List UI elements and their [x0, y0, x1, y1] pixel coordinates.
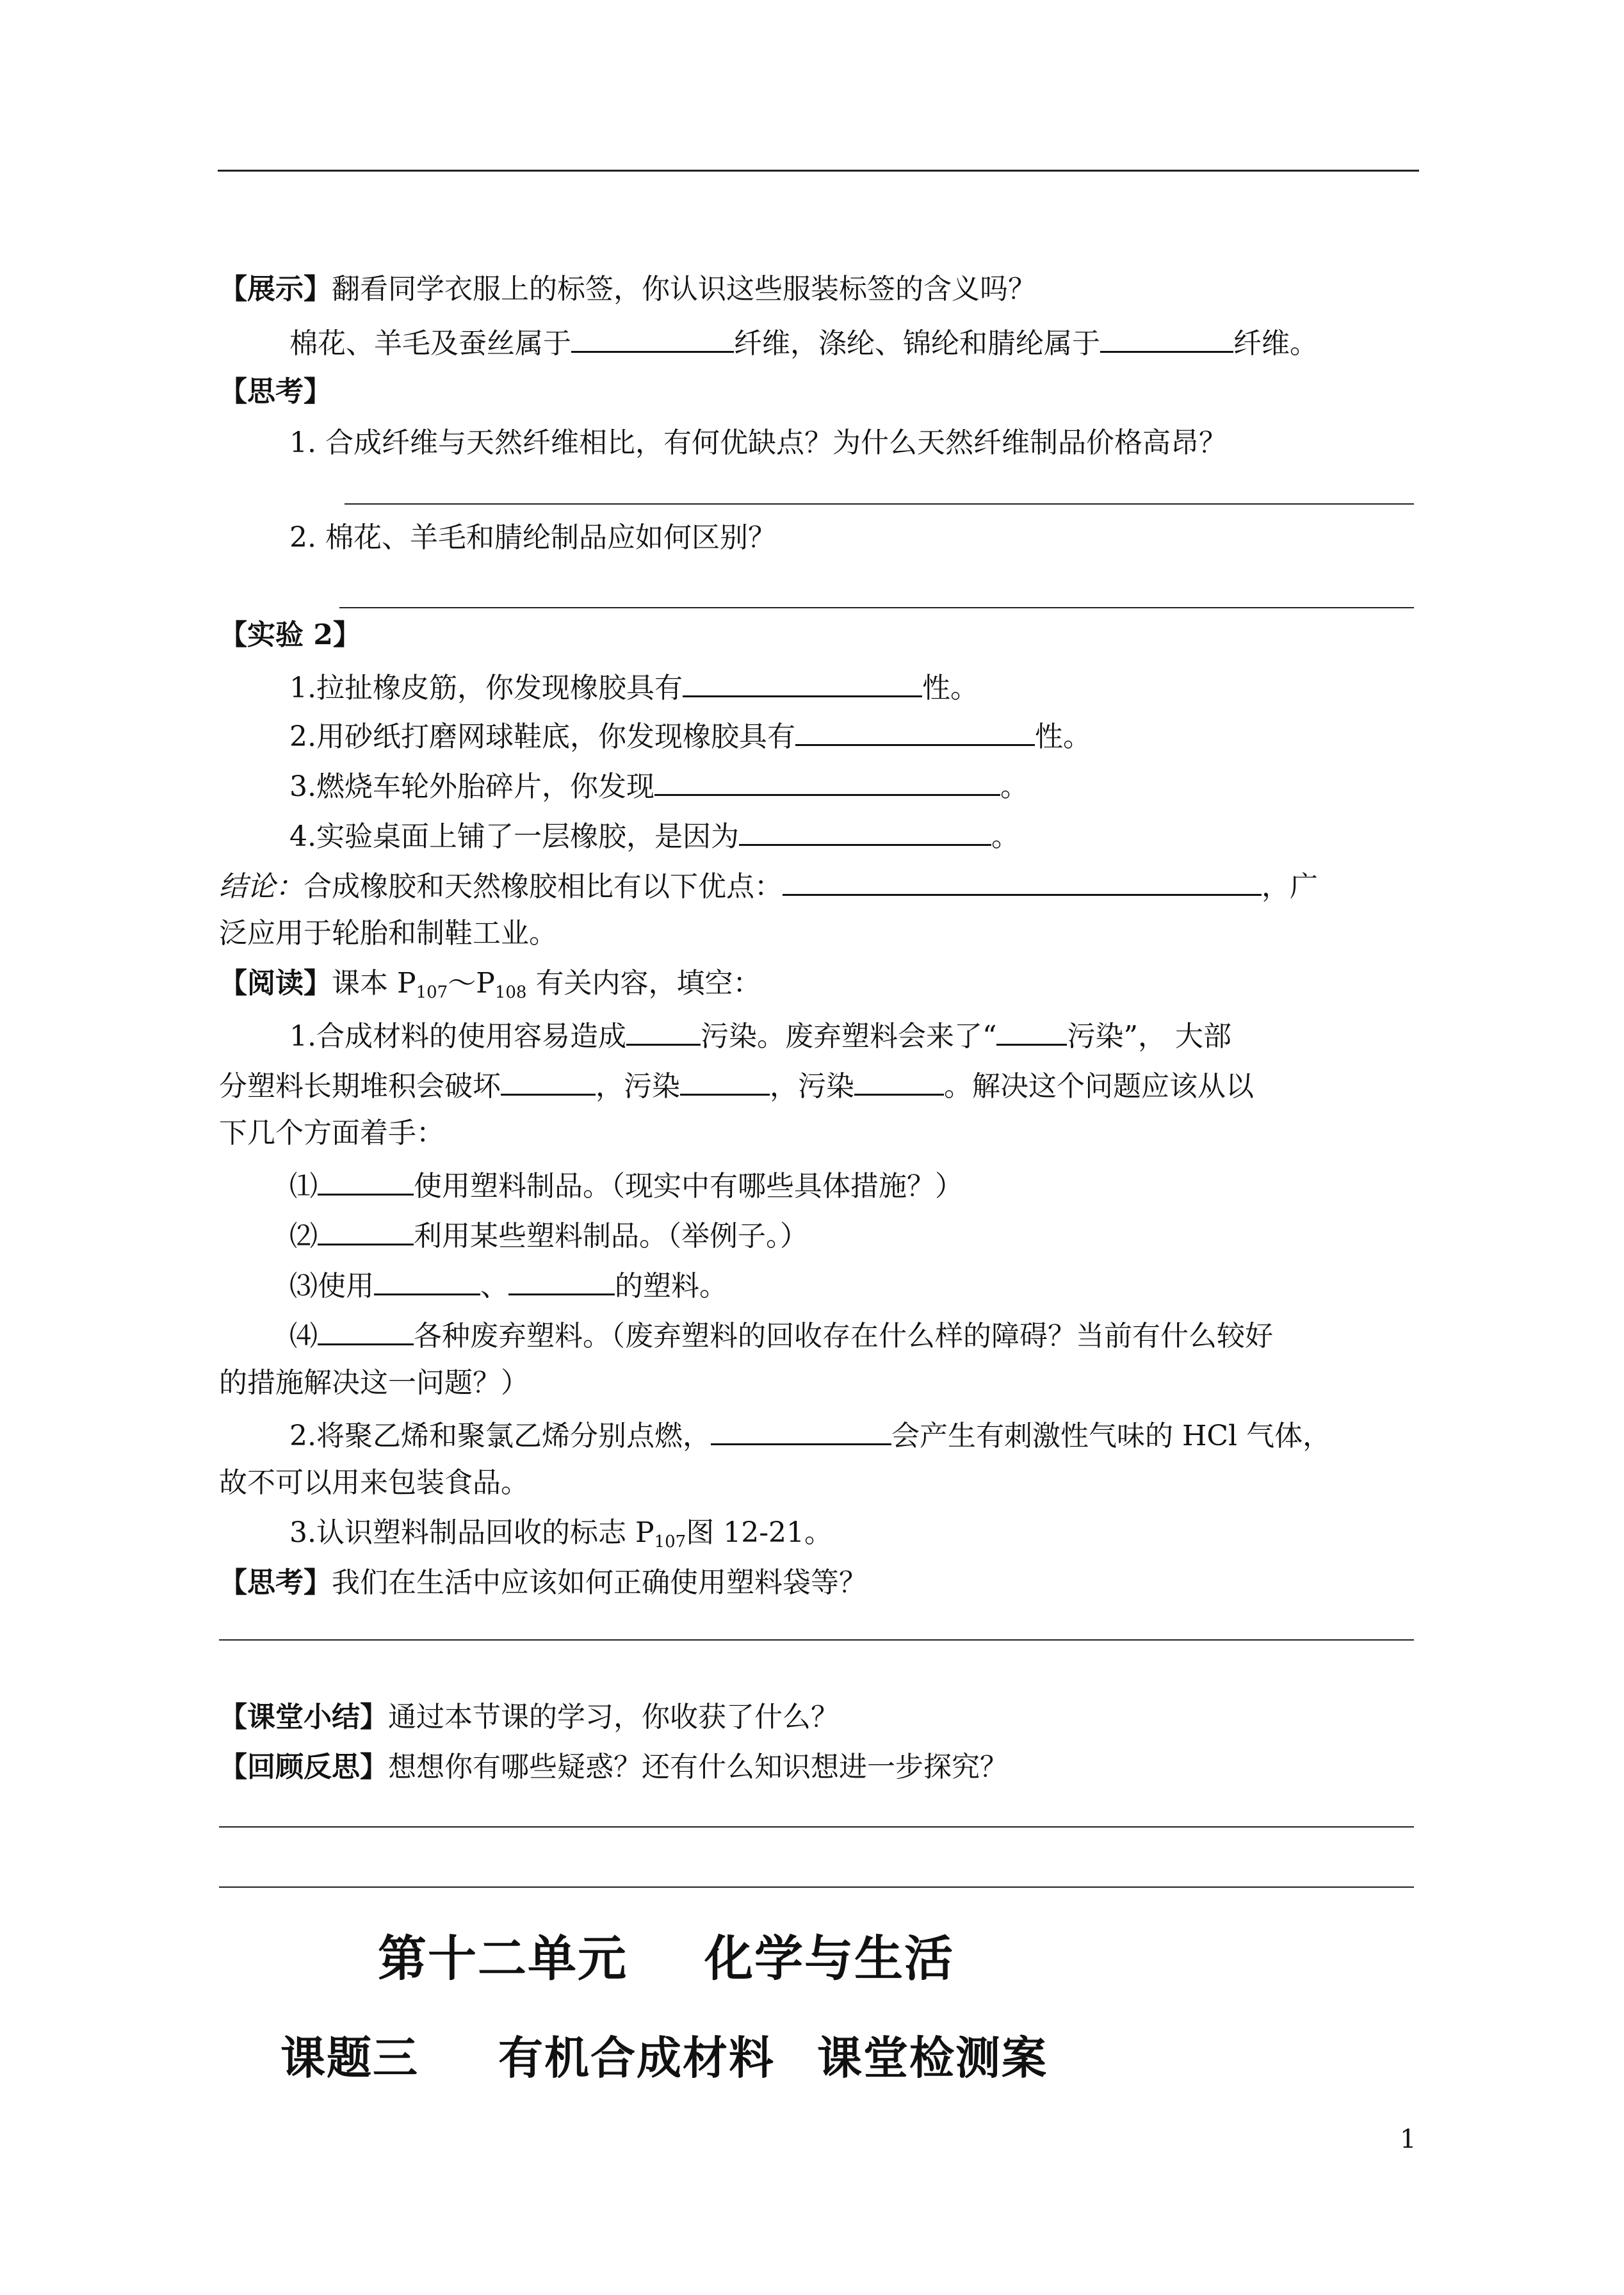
read-step-2: ⑵ 利用某些塑料制品。（举例子。） [289, 1215, 808, 1254]
read-step-4: ⑷ 各种废弃塑料。（废弃塑料的回收存在什么样的障碍？当前有什么较好 [289, 1315, 1273, 1354]
blank-step-3b[interactable] [508, 1265, 615, 1295]
answer-line-think-2[interactable] [339, 607, 1414, 608]
blank-read-white-pollution[interactable] [996, 1016, 1067, 1046]
conclusion-line: 结论：合成橡胶和天然橡胶相比有以下优点： ，广 [219, 866, 1318, 905]
header-rule [218, 170, 1419, 172]
blank-synthetic-fiber[interactable] [1100, 323, 1233, 353]
read-para-3: 下几个方面着手： [219, 1117, 444, 1149]
answer-line-reflect-1[interactable] [219, 1826, 1414, 1828]
reflect-line: 【回顾反思】想想你有哪些疑惑？还有什么知识想进一步探究？ [219, 1751, 1008, 1783]
blank-natural-fiber[interactable] [571, 323, 734, 353]
display-text: 翻看同学衣服上的标签，你认识这些服装标签的含义吗？ [332, 273, 1036, 305]
blank-read-destroy[interactable] [501, 1066, 596, 1096]
answer-line-think2[interactable] [219, 1639, 1414, 1641]
section-head-think: 【思考】 [219, 375, 332, 408]
blank-exp-1[interactable] [683, 667, 922, 697]
blank-read-pollution[interactable] [626, 1016, 701, 1046]
exp-item-4: 4.实验桌面上铺了一层橡胶，是因为 。 [289, 816, 1019, 855]
unit-title: 化学与生活 [704, 1930, 954, 1987]
unit-number: 第十二单元 [378, 1930, 628, 1987]
section-head-reflect: 【回顾反思】 [219, 1751, 388, 1783]
lesson-heading [280, 2022, 1048, 2087]
section-head-think-2: 【思考】 [219, 1566, 332, 1599]
lesson-number: 课题三 [280, 2032, 419, 2084]
exp-item-2: 2.用砂纸打磨网球鞋底，你发现橡胶具有 性。 [289, 716, 1091, 755]
blank-exp-4[interactable] [739, 816, 991, 846]
read-para-2: 分塑料长期堆积会破坏 ，污染 ，污染 。解决这个问题应该从以 [219, 1066, 1254, 1105]
conclusion-label: 结论： [219, 870, 304, 903]
page-number: 1 [1400, 2125, 1417, 2154]
read-step-1: ⑴ 使用塑料制品。（现实中有哪些具体措施？） [289, 1165, 963, 1204]
lesson-title: 有机合成材料 [498, 2032, 775, 2084]
blank-exp-3[interactable] [654, 766, 1000, 796]
blank-step-4[interactable] [318, 1315, 414, 1345]
blank-conclusion[interactable] [783, 866, 1262, 896]
blank-exp-2[interactable] [795, 716, 1035, 746]
blank-read-pollute-2[interactable] [854, 1066, 944, 1096]
read-line: 【阅读】课本 $P_{107}\sim P_{108}$ 有关内容，填空： [219, 967, 761, 1002]
exp-item-1: 1.拉扯橡皮筋，你发现橡胶具有 性。 [289, 667, 978, 706]
blank-step-3a[interactable] [374, 1265, 480, 1295]
read-question-3: 3.认识塑料制品回收的标志 $P_{107}$图 12-21。 [289, 1516, 833, 1552]
read-para-1: 1.合成材料的使用容易造成 污染。废弃塑料会来了“ 污染”， 大部 [289, 1016, 1231, 1055]
section-head-display: 【展示】 [219, 273, 332, 305]
exp-item-3: 3.燃烧车轮外胎碎片，你发现 。 [289, 766, 1028, 805]
read-step-4-cont: 的措施解决这一问题？） [219, 1366, 529, 1399]
blank-read-pollute-1[interactable] [680, 1066, 770, 1096]
conclusion-line-2: 泛应用于轮胎和制鞋工业。 [219, 917, 557, 950]
read-question-2-cont: 故不可以用来包装食品。 [219, 1466, 529, 1499]
think-question-2: 2. 棉花、羊毛和腈纶制品应如何区别？ [289, 521, 776, 554]
think-question-1: 1. 合成纤维与天然纤维相比，有何优缺点？为什么天然纤维制品价格高昂？ [289, 426, 1227, 459]
summary-line: 【课堂小结】通过本节课的学习，你收获了什么？ [219, 1701, 839, 1733]
blank-read-q2[interactable] [711, 1415, 891, 1445]
answer-line-think-1[interactable] [345, 503, 1414, 505]
answer-line-reflect-2[interactable] [219, 1886, 1414, 1888]
think2-line: 【思考】我们在生活中应该如何正确使用塑料袋等？ [219, 1566, 867, 1599]
section-head-experiment-2: 【实验 2】 [219, 619, 361, 651]
blank-step-2[interactable] [318, 1215, 414, 1245]
lesson-kind: 课堂检测案 [817, 2032, 1048, 2084]
section-head-summary: 【课堂小结】 [219, 1701, 388, 1733]
fiber-line: 棉花、羊毛及蚕丝属于 纤维，涤纶、锦纶和腈纶属于 纤维。 [289, 323, 1318, 362]
blank-step-1[interactable] [318, 1165, 414, 1196]
display-line [219, 272, 1036, 307]
unit-heading [378, 1920, 954, 1990]
section-head-read: 【阅读】 [219, 967, 332, 1000]
read-step-3: ⑶使用 、 的塑料。 [289, 1265, 727, 1304]
read-question-2: 2.将聚乙烯和聚氯乙烯分别点燃， 会产生有刺激性气味的 HCl 气体， [289, 1415, 1331, 1454]
